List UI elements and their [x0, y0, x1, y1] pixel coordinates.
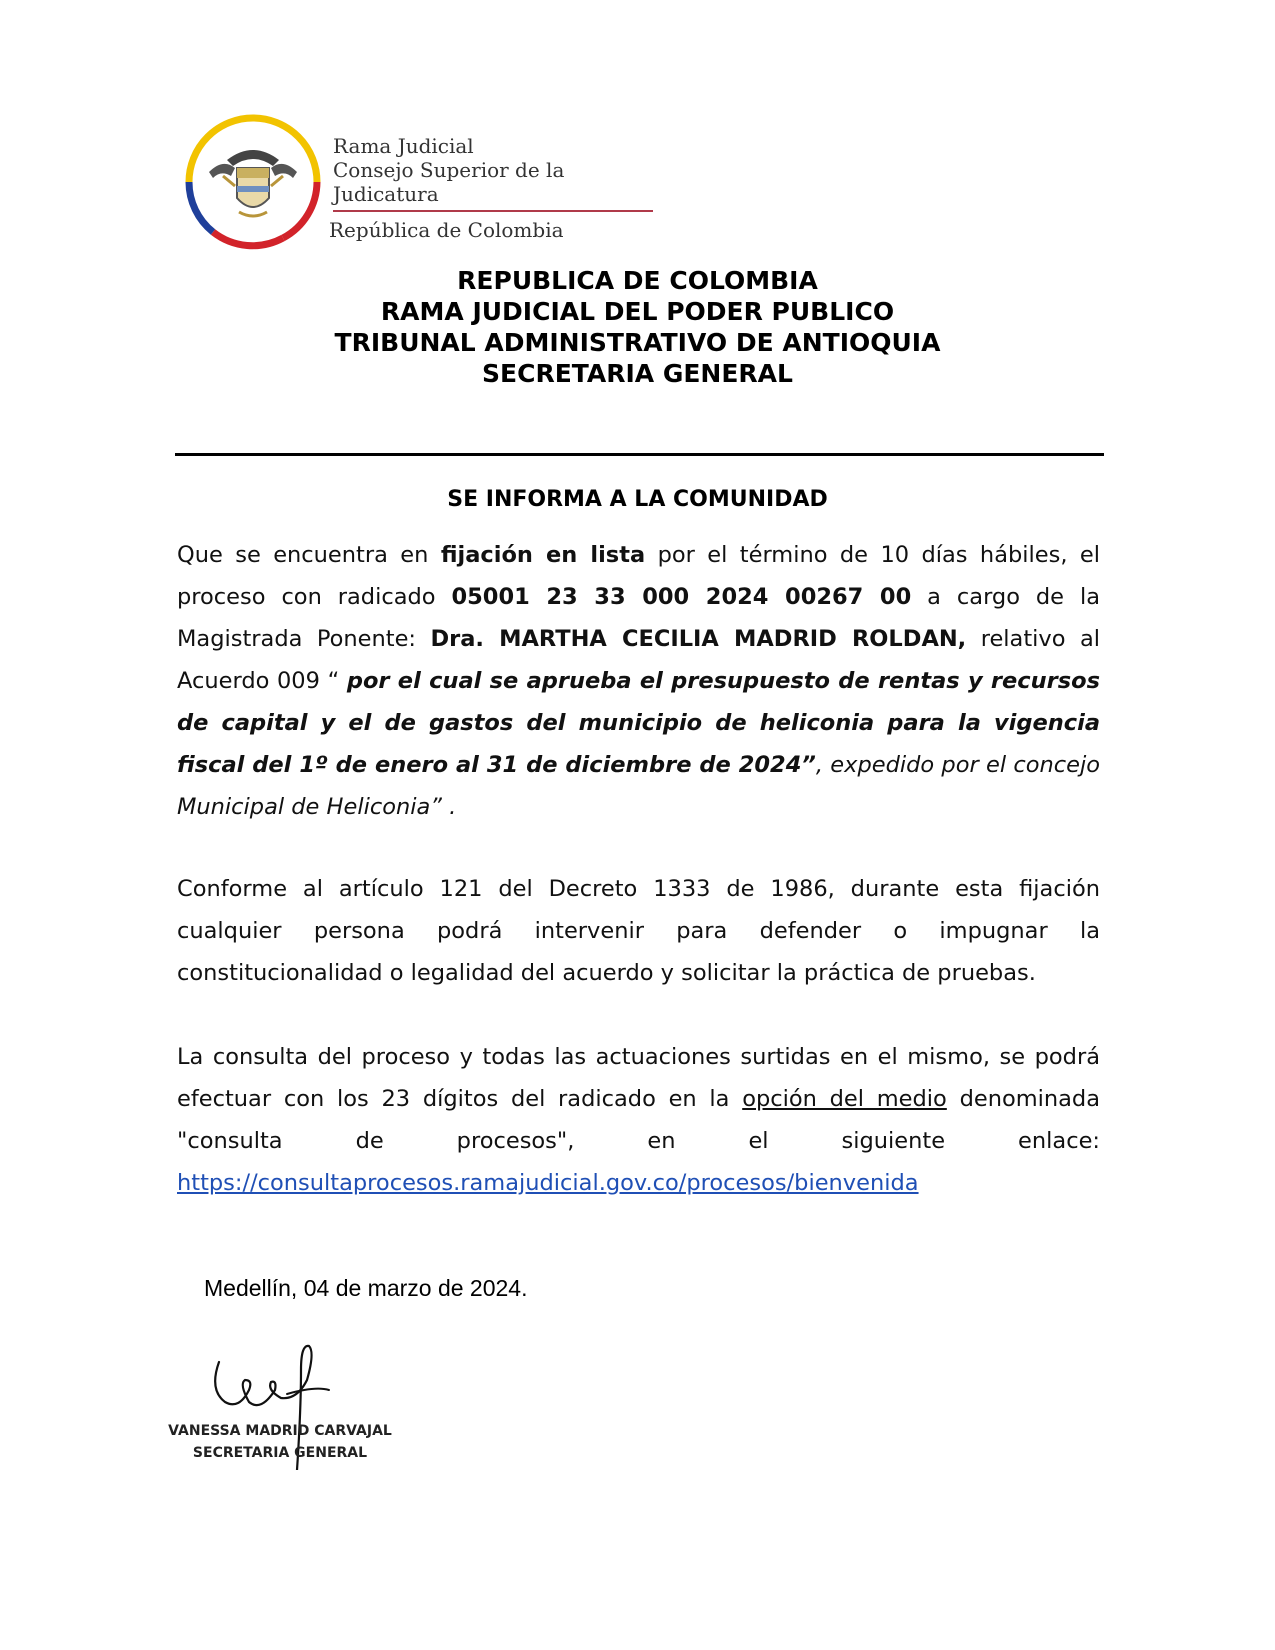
document-heading [0, 265, 1275, 389]
logo-line-rama: Rama Judicial [333, 134, 474, 158]
heading-line-1: REPUBLICA DE COLOMBIA [457, 266, 818, 295]
heading-line-3: TRIBUNAL ADMINISTRATIVO DE ANTIOQUIA [334, 328, 941, 357]
heading-line-2: RAMA JUDICIAL DEL PODER PUBLICO [380, 297, 895, 326]
signer-block [160, 1420, 400, 1464]
p3-text-2: denominada "consulta de procesos", en el siguiente enlace: [177, 1086, 1101, 1154]
p1-italic-concejo: , expedido por el concejo Municipal de Heliconia” . [177, 752, 1100, 820]
consulta-procesos-link[interactable]: https://consultaprocesos.ramajudicial.gov.co/procesos/bienvenida [177, 1170, 919, 1196]
p1-text-4: relativo al Acuerdo 009 “ [177, 626, 1100, 694]
logo-line-consejo: Consejo Superior de la Judicatura [333, 158, 565, 206]
p1-bold-fijacion: fijación en lista [440, 542, 646, 568]
logo-divider [333, 210, 653, 212]
logo-line-republica: República de Colombia [329, 218, 564, 242]
p1-text-1: Que se encuentra en [177, 542, 441, 568]
institution-logo [183, 112, 663, 252]
heading-divider [175, 453, 1104, 456]
signer-name: VANESSA MADRID CARVAJAL [168, 1423, 392, 1439]
coat-of-arms-emblem [183, 112, 323, 252]
p3-underlined-opcion: opción del medio [742, 1086, 947, 1112]
heading-line-4: SECRETARIA GENERAL [482, 359, 793, 388]
paragraph-conforme: Conforme al artículo 121 del Decreto 1333 de 1986, durante esta fijación cualquier persona podrá intervenir para defender o impugnar la constitucionalidad o legalidad del acuerdo y solicitar la práctica de pruebas. [177, 876, 1100, 986]
p1-text-2: por el término de 10 días hábiles, el proceso con radicado [177, 542, 1100, 610]
p1-bold-radicado: 05001 23 33 000 2024 00267 00 [451, 584, 912, 610]
p1-text-3: a cargo de la Magistrada Ponente: [177, 584, 1100, 652]
logo-text [329, 134, 663, 242]
signer-title: SECRETARIA GENERAL [192, 1445, 368, 1461]
p1-bold-magistrada: Dra. MARTHA CECILIA MADRID ROLDAN, [430, 626, 967, 652]
p1-bold-italic-acuerdo: por el cual se aprueba el presupuesto de rentas y recursos de capital y el de gastos del municipio de heliconia para la vigencia fiscal del 1º de enero al 31 de diciembre de 2024” [177, 668, 1100, 778]
paragraph-fijacion [177, 534, 1100, 828]
notice-title: SE INFORMA A LA COMUNIDAD [447, 487, 828, 512]
p3-text-1: La consulta del proceso y todas las actuaciones surtidas en el mismo, se podrá efectuar con los 23 dígitos del radicado en la [177, 1044, 1100, 1112]
paragraph-consulta [177, 1036, 1100, 1204]
date-line: Medellín, 04 de marzo de 2024. [204, 1275, 528, 1301]
